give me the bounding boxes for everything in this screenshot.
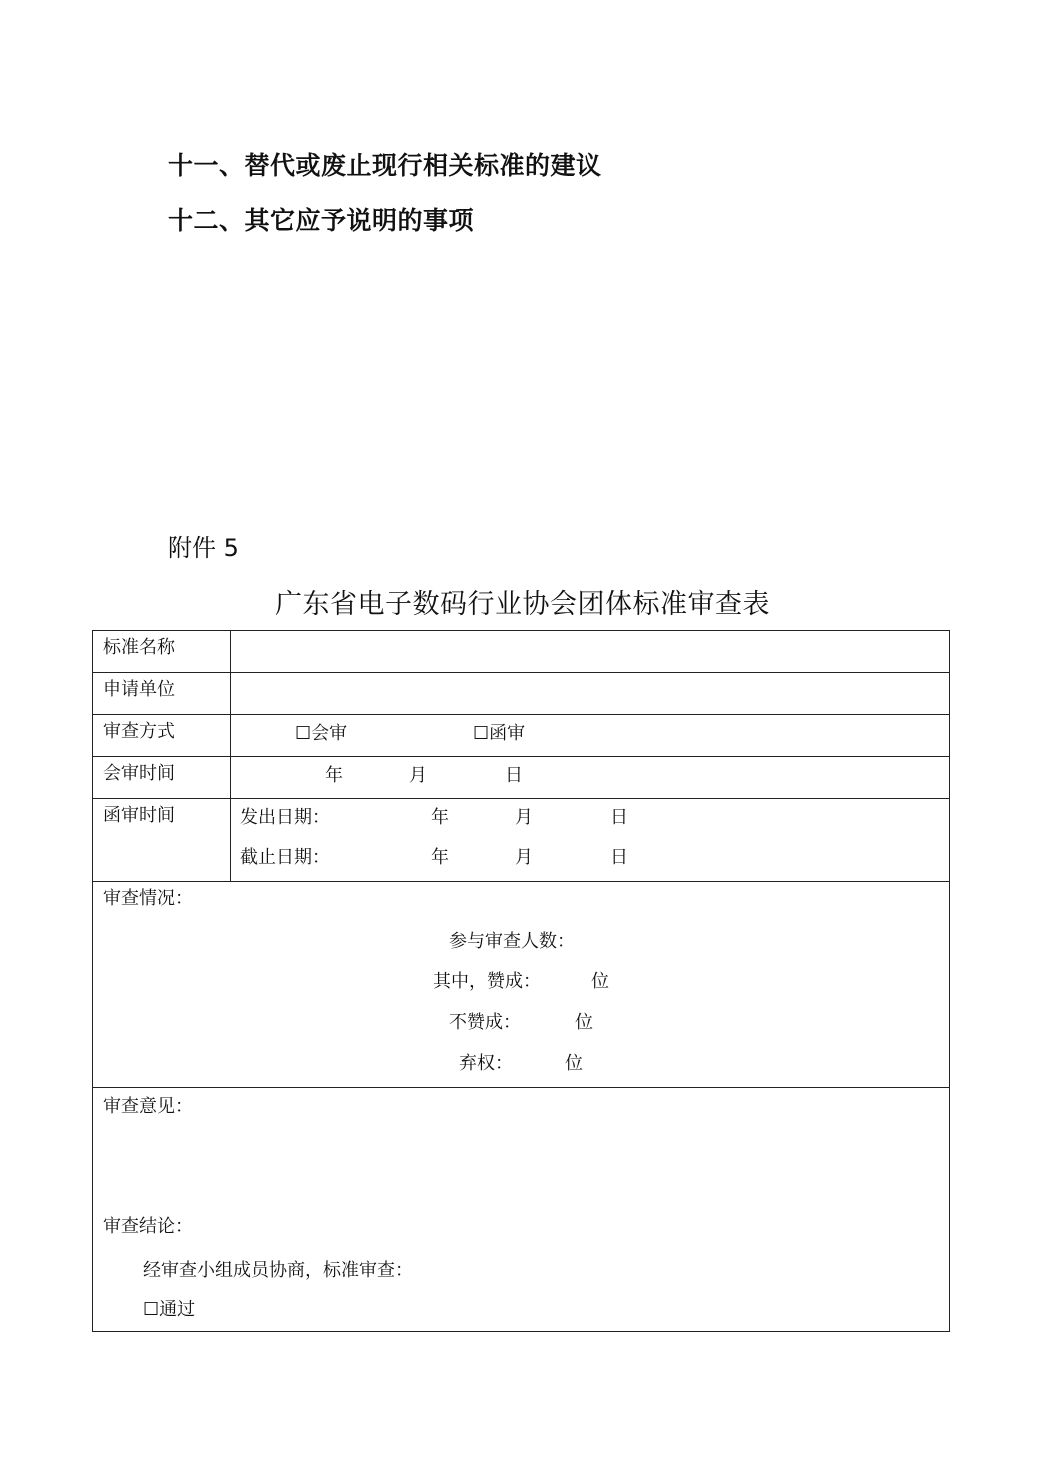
pass-checkbox[interactable]: ☐通过 [143,1299,196,1320]
meeting-day-unit: 日 [505,765,523,786]
meeting-year-unit: 年 [325,765,343,786]
deadline-year-unit: 年 [431,847,449,868]
label-cell [93,673,231,714]
label-cell [93,715,231,756]
abstain-unit: 位 [565,1053,583,1074]
standard-name-field[interactable] [231,631,949,672]
issue-day-unit: 日 [610,807,628,828]
section-heading-11: 十一、替代或废止现行相关标准的建议 [168,151,602,180]
label-cell [93,757,231,798]
abstain-label: 弃权： [459,1053,513,1074]
deadline-date-label: 截止日期： [240,847,330,868]
conclusion-label: 审查结论： [103,1216,193,1237]
row-review-method [93,715,949,757]
participants-count-label: 参与审查人数： [449,931,575,952]
review-status-label: 审查情况： [103,888,193,909]
against-unit: 位 [575,1012,593,1033]
standard-name-label: 标准名称 [103,637,175,658]
review-method-label: 审查方式 [103,721,175,742]
label-cell [93,631,231,672]
row-applicant [93,673,949,715]
section-heading-12: 十二、其它应予说明的事项 [168,206,475,235]
issue-date-label: 发出日期： [240,807,330,828]
row-meeting-time [93,757,949,799]
in-favor-unit: 位 [591,971,609,992]
attachment-label: 附件 5 [168,534,239,562]
issue-month-unit: 月 [515,807,533,828]
in-favor-label: 其中，赞成： [433,971,541,992]
form-title: 广东省电子数码行业协会团体标准审查表 [275,589,770,620]
deadline-month-unit: 月 [515,847,533,868]
row-review-status [93,882,949,1088]
conclusion-statement: 经审查小组成员协商，标准审查： [143,1260,413,1281]
meeting-month-unit: 月 [409,765,427,786]
label-cell [93,799,231,881]
row-standard-name [93,631,949,673]
row-review-opinion [93,1088,949,1333]
against-label: 不赞成： [449,1012,521,1033]
meeting-time-label: 会审时间 [103,763,175,784]
applicant-field[interactable] [231,673,949,714]
letter-time-label: 函审时间 [103,805,175,826]
row-letter-time [93,799,949,882]
meeting-review-checkbox[interactable]: ☐会审 [295,723,348,744]
applicant-label: 申请单位 [103,679,175,700]
review-opinion-label: 审查意见： [103,1096,193,1117]
review-form-table [92,630,950,1332]
letter-review-checkbox[interactable]: ☐函审 [473,723,526,744]
deadline-day-unit: 日 [610,847,628,868]
issue-year-unit: 年 [431,807,449,828]
